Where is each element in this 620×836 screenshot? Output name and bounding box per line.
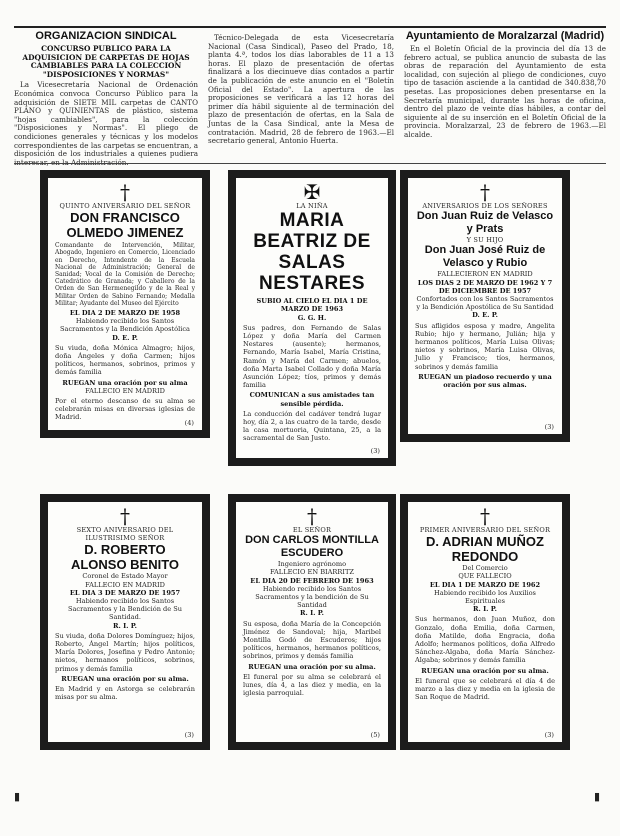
family-list: Su esposa, doña María de la Concepción Jiménez de Sandoval; hija, Maribel Montilla Godó de Escuderos; hijos políticos, hermanos, hermanos políticos, sobrinos, primos y demás familia: [243, 619, 381, 661]
death-date: EL DIA 1 DE MARZO DE 1962: [429, 580, 541, 589]
death-place: QUE FALLECIO: [458, 572, 512, 581]
reference-number: (3): [544, 422, 554, 431]
deceased-name: DON CARLOS MONTILLA ESCUDERO: [245, 534, 379, 560]
registration-mark-icon: ▮: [594, 790, 601, 803]
obituary-card-alonso: [40, 494, 210, 750]
prayer-request: RUEGAN una oración por su alma.: [61, 674, 189, 683]
deceased-name: MARIA BEATRIZ DE SALAS NESTARES: [253, 210, 371, 295]
cross-icon: †: [307, 504, 317, 528]
card-content: [408, 502, 562, 742]
rip-mark: D. E. P.: [112, 333, 138, 342]
card-intro: SEXTO ANIVERSARIO DEL ILUSTRISIMO SEÑOR: [76, 526, 174, 543]
family-list: Su viuda, doña Dolores Domínguez; hijos, Roberto, Ángel Martín; hijos políticos, María Dolores, Josefina y Pedro Antonio; nietos, hermanos políticos, sobrinos, primos y demás familia: [55, 631, 195, 673]
family-list: Sus padres, don Fernando de Salas López y doña María del Carmen Nestares (ausente); hermanos, Fernando, María Isabel, María Cristina, Ramón y María del Carmen; abuelos, doña Marta Isabel Collado y doña María Asunción López; tíos, primos y demás familia: [243, 323, 381, 390]
deceased-title: Ingeniero agrónomo: [277, 560, 347, 569]
notice-body: Técnico-Delegada de esta Vicesecretaría Nacional (Casa Sindical), Paseo del Prado, 18, planta 4.ª, todos los días laborables de 11 a 13 horas. El plazo de presentación de ofertas finalizará a los diecinueve días contados a partir de la publicación de este anuncio en el "Boletín Oficial del Estado". La apertura de las proposiciones se verificará a las 12 horas del primer día hábil siguiente al de terminación del plazo de presentación de ofertas, en la Sala de Juntas de la Casa Sindical, ante la Mesa de contratación. Madrid, 28 de febrero de 1963.—El secretario general, Antonio Huerta.: [208, 33, 394, 146]
masses-note: Por el eterno descanso de su alma se celebrarán misas en diversas iglesias de Madrid.: [55, 397, 195, 422]
rip-mark: G. G. H.: [297, 313, 327, 322]
death-place: FALLECIERON EN MADRID: [437, 270, 533, 279]
card-intro: PRIMER ANIVERSARIO DEL SEÑOR: [419, 526, 551, 534]
masses-note: En Madrid y en Astorga se celebrarán misas por su alma.: [55, 685, 195, 702]
relation-line: Y SU HIJO: [466, 236, 504, 245]
reference-number: (5): [370, 730, 380, 739]
card-content: [48, 178, 202, 430]
notice-subheading: CONCURSO PUBLICO PARA LA ADQUISICION DE CARPETAS DE HOJAS CAMBIABLES PARA LA COLECCION "DISPOSICIONES Y NORMAS": [22, 44, 190, 79]
registration-mark-icon: ▮: [14, 790, 21, 803]
death-place: FALLECIO EN BIARRITZ: [270, 568, 354, 577]
funeral-info: La conducción del cadáver tendrá lugar hoy, día 2, a las cuatro de la tarde, desde la casa mortuoria, Quintana, 25, a la sacramental de San Justo.: [243, 409, 381, 443]
deceased-name-secondary: Don Juan José Ruiz de Velasco y Rubio: [424, 244, 546, 270]
deceased-name: D. ROBERTO ALONSO BENITO: [70, 542, 180, 573]
family-list: Sus afligidos esposa y madre, Angelita Rubio; hijo y hermano, Julián; hija y hermanos políticos, María Luisa Olivas; nietos y sobrinos, María Luisa Olivas, Julio y Francisco; tíos, hermanos, sobrinos y demás familia: [415, 321, 555, 371]
rip-mark: R. I. P.: [113, 621, 137, 630]
card-content: [236, 178, 388, 458]
prayer-request: RUEGAN una oración por su alma.: [421, 666, 549, 675]
reference-number: (4): [184, 418, 194, 427]
rip-mark: R. I. P.: [473, 605, 497, 614]
card-intro: EL SEÑOR: [292, 526, 332, 534]
prayer-request: RUEGAN una oración por su alma.: [248, 662, 376, 671]
last-rites: Habiendo recibido los Santos Sacramentos y la Bendición de Su Santidad.: [67, 597, 183, 622]
deceased-title: Coronel de Estado Mayor: [82, 572, 168, 581]
card-intro: LA NIÑA: [296, 202, 328, 210]
notice-body: La Vicesecretaría Nacional de Ordenación Económica convoca Concurso Público para la adquisición de SIETE MIL carpetas de CANTO PLANO y QUINIENTAS de plástico, sistema "hojas cambiables", para la colección "Disposiciones y Normas". El pliego de condiciones generales y técnicas y los modelos correspondientes de las carpetas se encuentran, a disposición de los industriales a quienes pudiera interesar, en la Administración.: [14, 80, 198, 167]
last-rites: Habiendo recibido los Auxilios Espirituales: [434, 588, 536, 606]
notice-line: COMUNICAN a sus amistades tan sensible pérdida.: [249, 391, 375, 408]
prayer-request: RUEGAN un piadoso recuerdo y una oración por sus almas.: [418, 372, 552, 390]
angel-emblem-icon: ✠: [303, 180, 321, 204]
prayer-request: RUEGAN una oración por su alma: [62, 378, 188, 387]
masses-note: El funeral por su alma se celebrará el lunes, día 4, a las diez y media, en la iglesia parroquial.: [243, 672, 381, 698]
card-content: [48, 502, 202, 742]
notice-heading: ORGANIZACION SINDICAL: [35, 30, 177, 42]
family-list: Su viuda, doña Mónica Almagro; hijos, doña Ángeles y doña Carmen; hijos políticos, hermanos, sobrinos, primos y demás familia: [55, 343, 195, 377]
family-list: Sus hermanos, don Juan Muñoz, don Gonzalo, doña Emilia, doña Carmen, doña Matilde, doña Engracia, doña Adolfo; hermanos políticos, doña Alfredo Sánchez-Algaba, doña María Sánchez-Algaba; sobrinos y demás familia: [415, 615, 555, 665]
classified-notice-ayuntamiento: [404, 30, 606, 141]
card-content: [408, 178, 562, 434]
deceased-name: DON FRANCISCO OLMEDO JIMENEZ: [66, 210, 184, 241]
top-rule: [14, 26, 606, 28]
obituary-card-ruiz-de-velasco: [400, 170, 570, 442]
rip-mark: D. E. P.: [472, 311, 498, 320]
death-date: EL DIA 2 DE MARZO DE 1958: [69, 309, 181, 318]
deceased-name: D. ADRIAN MUÑOZ REDONDO: [426, 534, 544, 565]
cross-icon: †: [480, 504, 490, 528]
rip-mark: R. I. P.: [300, 609, 324, 618]
cross-icon: †: [120, 504, 130, 528]
obituary-card-salas: [228, 170, 396, 466]
classified-notice-continuation: [208, 34, 394, 147]
deceased-bio: Comandante de Intervención, Militar, Abogado, Ingeniero en Comercio, Licenciado en Derecho, Intendente de la Escuela Nacional de Administración; General de Sanidad; Vocal de la Comisión de Derecho; Catedrático de Granada; y Caballero de la Orden de San Hermenegildo y de la Real y Militar Orden de Sabino Fernando; Medalla Militar; Ayudante del Museo del Ejército: [55, 242, 195, 307]
section-divider: [14, 163, 606, 164]
cross-icon: †: [480, 180, 490, 204]
notice-body: En el Boletín Oficial de la provincia del día 13 de febrero actual, se publica anuncio de subasta de las obras de reparación del Ayuntamiento de esta localidad, con sujeción al pliego de condiciones, cuyo tipo de tasación asciende a la cantidad de 340.838,70 pesetas. Las proposiciones deben presentarse en la Secretaría municipal, durante las horas de oficina, dentro del plazo de veinte días hábiles, a contar del siguiente al de su inserción en el Boletín Oficial de la provincia. Moralzarzal, 23 de febrero de 1963.—El alcalde.: [404, 44, 606, 139]
reference-number: (3): [370, 446, 380, 455]
death-date: SUBIO AL CIELO EL DIA 1 DE MARZO DE 1963: [256, 297, 368, 314]
card-intro: QUINTO ANIVERSARIO DEL SEÑOR: [59, 202, 191, 210]
last-rites: Confortados con los Santos Sacramentos y la Bendición Apostólica de Su Santidad: [416, 295, 554, 312]
last-rites: Habiendo recibido los Santos Sacramentos y la bendición de Su Santidad: [255, 584, 369, 610]
last-rites: Habiendo recibido los Santos Sacramentos y la Bendición Apostólica: [60, 317, 190, 334]
masses-note: El funeral que se celebrará el día 4 de marzo a las diez y media en la iglesia de San Roque de Madrid.: [415, 676, 555, 702]
death-dates: LOS DIAS 2 DE MARZO DE 1962 Y 7 DE DICIEMBRE DE 1957: [417, 278, 553, 295]
card-content: [236, 502, 388, 742]
death-place: FALLECIO EN MADRID: [85, 580, 165, 589]
death-date: EL DIA 3 DE MARZO DE 1957: [69, 588, 181, 597]
deceased-name-primary: Don Juan Ruiz de Velasco y Prats: [416, 210, 554, 236]
obituary-card-munoz: [400, 494, 570, 750]
death-place: FALLECIO EN MADRID: [85, 386, 165, 395]
cross-icon: †: [120, 180, 130, 204]
notice-heading: Ayuntamiento de Moralzarzal (Madrid): [405, 30, 605, 42]
obituary-card-montilla: [228, 494, 396, 750]
deceased-title: Del Comercio: [462, 564, 508, 573]
reference-number: (3): [184, 730, 194, 739]
classified-notice-sindical: [14, 30, 198, 168]
obituary-card-olmedo: [40, 170, 210, 438]
card-intro: ANIVERSARIOS DE LOS SEÑORES: [422, 202, 548, 210]
death-date: EL DIA 20 DE FEBRERO DE 1963: [250, 576, 374, 585]
reference-number: (3): [544, 730, 554, 739]
